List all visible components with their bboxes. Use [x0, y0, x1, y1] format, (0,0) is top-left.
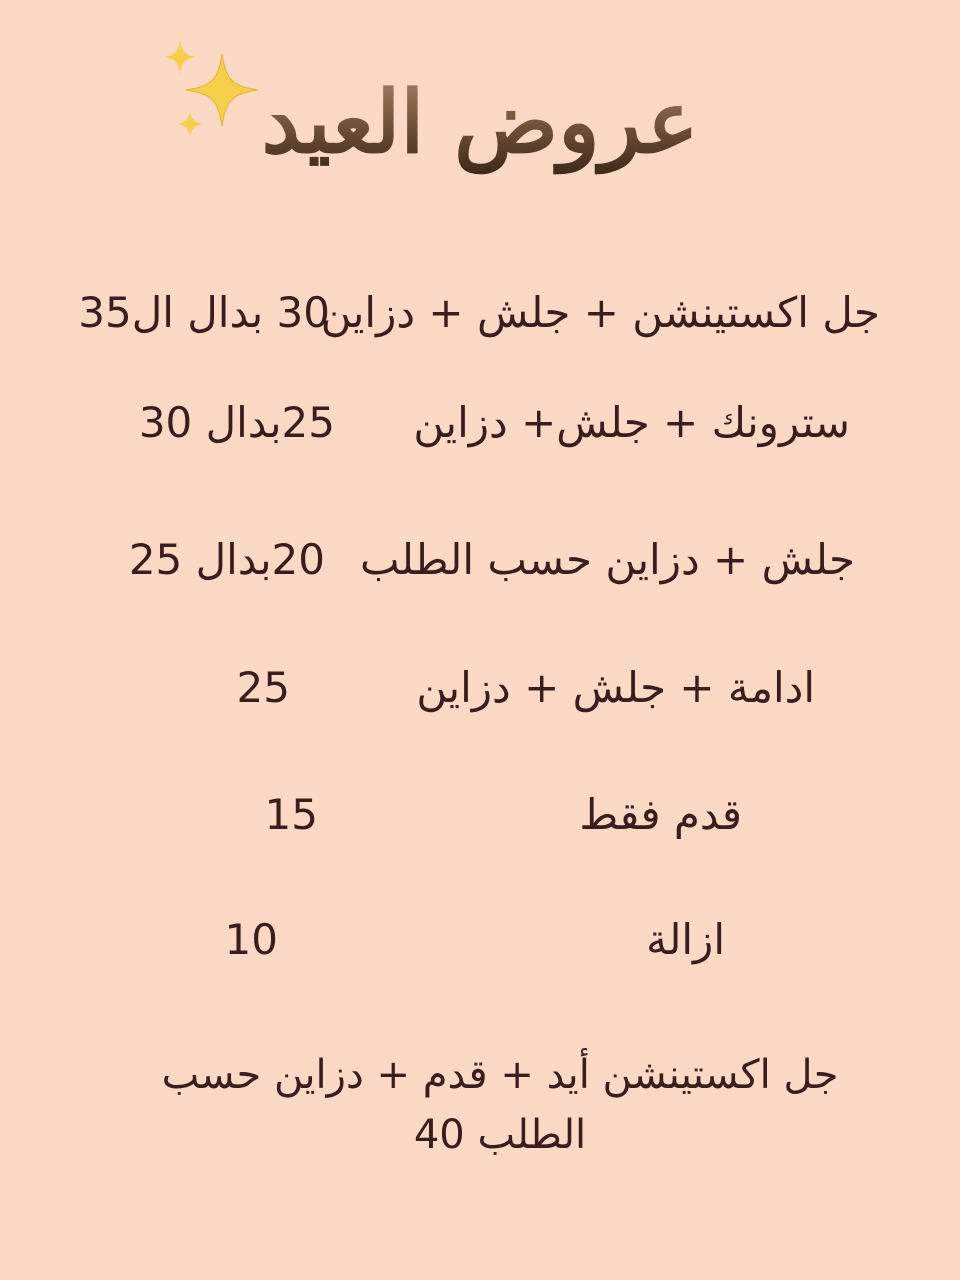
offer-name: جل اكستينشن + جلش + دزاين [320, 288, 880, 337]
offer-name: قدم فقط [579, 790, 742, 839]
offer-price: 25بدال 30 [138, 398, 335, 447]
offer-row [0, 388, 960, 458]
offer-name: جلش + دزاين حسب الطلب [359, 535, 855, 584]
offer-price: 20بدال 25 [128, 535, 325, 584]
offer-price: 10 [224, 915, 278, 964]
offer-price: 30 بدال ال35 [78, 288, 330, 337]
offer-name: ادامة + جلش + دزاين [416, 663, 815, 712]
offer-row [0, 653, 960, 723]
offer-name: ازالة [646, 915, 725, 964]
offer-price: 25 [236, 663, 290, 712]
offer-row [0, 525, 960, 595]
final-offer [130, 1045, 870, 1165]
page-title: عروض العيد [200, 68, 760, 178]
offer-name: سترونك + جلش+ دزاين [413, 398, 850, 447]
offer-row [0, 278, 960, 348]
offer-row [0, 905, 960, 975]
title-area [160, 60, 760, 190]
offer-price: 15 [264, 790, 318, 839]
offer-row [0, 780, 960, 850]
final-offer-line2: الطلب 40 [413, 1112, 587, 1158]
final-offer-line1: جل اكستينشن أيد + قدم + دزاين حسب [161, 1052, 839, 1098]
